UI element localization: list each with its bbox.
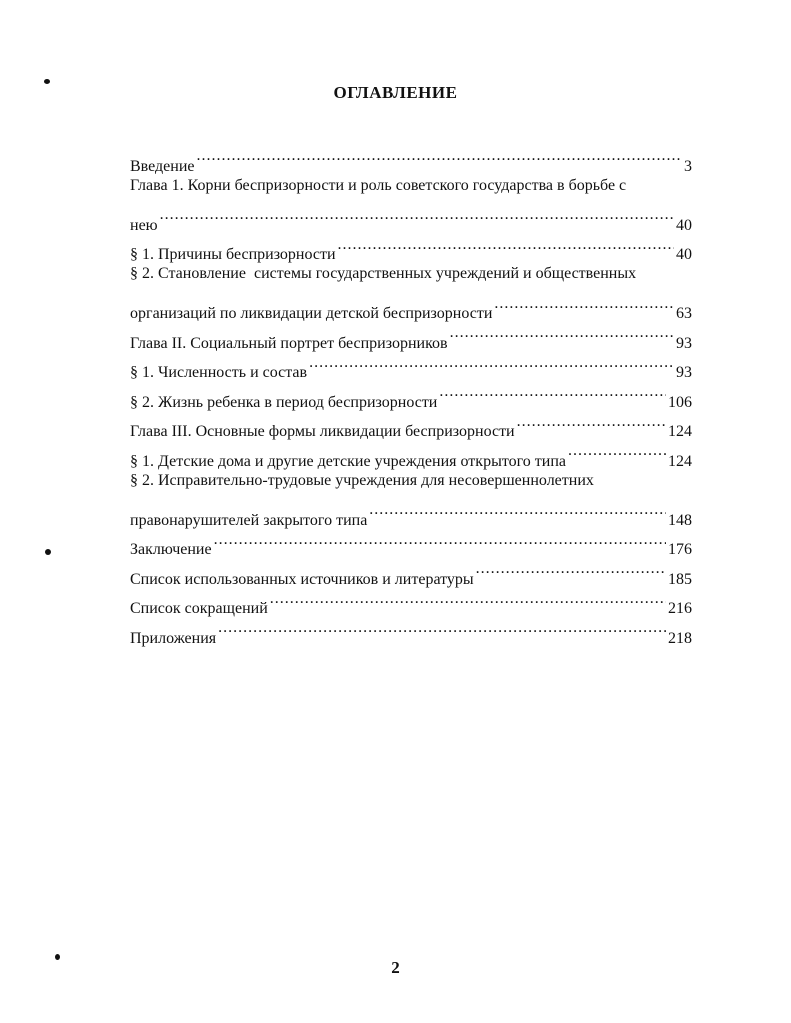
toc-entry-text: правонарушителей закрытого типа [130,511,368,529]
toc-entry-page: 63 [676,305,692,322]
toc-entry-page: 124 [668,452,692,470]
toc-entry [130,200,692,234]
toc-leader-dots [476,554,666,584]
scan-speck [44,79,50,84]
toc-entry-text: нею [130,216,158,234]
toc-leader-dots [309,348,674,378]
toc-entry [130,171,692,201]
toc-entry-text: § 2. Исправительно-трудовые учреждения для несовершеннолетних [130,471,594,489]
toc-entry-text: Приложения [130,629,217,647]
toc-entry-text: § 2. Становление системы государственных учреждений и общественных [130,265,637,282]
page-number: 2 [391,958,400,977]
toc-entry-text: Список сокращений [130,600,268,617]
toc-entry [130,525,692,558]
toc-leader-dots [197,141,683,171]
toc-entry-page: 216 [668,600,692,617]
toc-entry [130,554,692,588]
toc-entry-text: § 2. Жизнь ребенка в период беспризорности [130,393,438,411]
toc-entry-text: организаций по ликвидации детской беспризорности [130,305,493,322]
toc-entry-page: 124 [668,423,692,440]
toc-leader-dots [517,407,666,437]
toc-entry-page: 40 [676,216,692,234]
table-of-contents [130,141,692,647]
toc-entry-text: Глава II. Социальный портрет беспризорников [130,334,448,352]
toc-leader-dots [338,230,674,260]
toc-entry-page: 176 [668,541,692,558]
toc-entry [130,289,692,322]
toc-leader-dots [160,200,674,230]
toc-leader-dots [494,289,674,319]
toc-leader-dots [214,525,666,555]
toc-entry-page: 218 [668,629,692,647]
scan-speck [45,549,51,555]
toc-entry-page: 106 [668,393,692,411]
toc-entry [130,141,692,175]
toc-entry-text: § 1. Причины беспризорности [130,246,336,263]
toc-leader-dots [439,377,666,407]
toc-entry [130,259,692,289]
toc-entry-page: 93 [676,334,692,352]
toc-leader-dots [270,584,666,614]
toc-entry [130,495,692,529]
toc-entry-text: Заключение [130,541,212,558]
toc-leader-dots [568,436,666,466]
toc-entry-text: Введение [130,157,195,175]
toc-entry-text: § 1. Численность и состав [130,364,308,381]
scan-speck [55,954,60,960]
toc-entry [130,230,692,263]
page-title: ОГЛАВЛЕНИЕ [333,83,458,102]
toc-entry [130,466,692,496]
toc-entry-text: Глава III. Основные формы ликвидации беспризорности [130,423,515,440]
toc-entry-page: 148 [668,511,692,529]
toc-entry-page: 185 [668,570,692,588]
toc-entry-page: 40 [676,246,692,263]
toc-leader-dots [369,495,666,525]
toc-entry-text: § 1. Детские дома и другие детские учреждения открытого типа [130,452,566,470]
toc-leader-dots [218,613,666,643]
toc-entry-page: 3 [684,157,692,175]
toc-entry-text: Список использованных источников и литературы [130,570,474,588]
toc-leader-dots [450,318,674,348]
toc-entry-text: Глава 1. Корни беспризорности и роль советского государства в борьбе с [130,176,627,194]
toc-entry-page: 93 [676,364,692,381]
